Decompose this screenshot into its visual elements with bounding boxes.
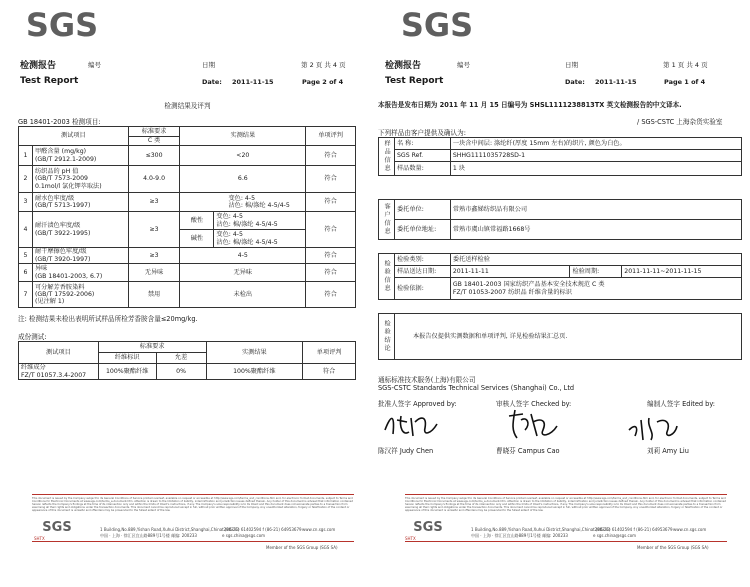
client-info-table xyxy=(378,199,742,240)
table-row xyxy=(19,146,356,166)
table-row xyxy=(19,282,356,308)
row-result-acid: 变色: 4-5 沾色: 棉/涤纶 4-5/4-5 xyxy=(214,212,306,230)
report-page-1 xyxy=(375,0,750,587)
signature-editor xyxy=(625,414,681,442)
row-result: 6.6 xyxy=(180,166,306,193)
row-judgement: 符合 xyxy=(306,282,356,308)
row-item: 耐水色牢度/级 (GB/T 5713-1997) xyxy=(32,193,128,212)
table-row xyxy=(19,264,356,282)
row-judgement: 符合 xyxy=(306,146,356,166)
row-judgement: 符合 xyxy=(306,264,356,282)
sample-qty-label: 样品数量: xyxy=(394,162,450,176)
signature-approver xyxy=(381,410,441,440)
sgs-logo xyxy=(389,6,485,42)
row-judgement: 符合 xyxy=(306,166,356,193)
comp-header-item: 测试项目 xyxy=(19,342,99,364)
footer-member: Member of the SGS Group (SGS SA) xyxy=(637,545,709,550)
row-judgement: 符合 xyxy=(306,248,356,264)
sgs-ref-label: SGS Ref. xyxy=(394,150,450,162)
conclusion-text: 本报告仅提供实测数据和单项评判, 详见检验结果汇总页. xyxy=(394,314,741,360)
header-result: 实测结果 xyxy=(180,127,306,146)
company-name-cn: 通标标准技术服务(上海)有限公司 xyxy=(378,376,476,384)
row-judgement: 符合 xyxy=(306,193,356,212)
composition-table xyxy=(18,341,356,380)
page-number-cn: 第 1 页 共 4 页 xyxy=(663,61,708,69)
editor-name: 刘莉 Amy Liu xyxy=(647,447,689,455)
client-info-side-label: 客户信息 xyxy=(379,200,395,240)
receive-date-label: 样品送达日期: xyxy=(394,266,450,278)
row-standard: 无异味 xyxy=(128,264,180,282)
test-info-side-label: 检验信息 xyxy=(379,254,395,300)
sample-info-table xyxy=(378,137,742,176)
row-item: 异味 (GB 18401-2003, 6.7) xyxy=(32,264,128,282)
sample-name-label: 名 称: xyxy=(394,138,450,150)
table-row xyxy=(19,212,356,230)
comp-subheader-tolerance: 允差 xyxy=(156,353,206,364)
checked-by-label: 审核人签字 Checked by: xyxy=(496,400,572,408)
row-result-alkali: 变色: 4-5 沾色: 棉/涤纶 4-5/4-5 xyxy=(214,230,306,248)
report-title-en: Test Report xyxy=(20,76,79,86)
footer-address-cn: 中国 · 上海 · 徐汇区宜山路889号1号楼 邮编: 200233 xyxy=(471,533,568,538)
footer-tel: t (86-21) 61402594 f (86-21) 64953679 xyxy=(222,527,302,532)
footer-address-en: 1 Building,No.889,Yishan Road,Xuhui District,Shanghai,China 200233 xyxy=(100,527,239,532)
lab-name: / SGS-CSTC 上海杂货实验室 xyxy=(637,118,723,126)
report-title-cn: 检测报告 xyxy=(20,61,57,71)
edited-by-label: 编制人签字 Edited by: xyxy=(647,400,716,408)
table-row xyxy=(19,248,356,264)
report-date: 2011-11-15 xyxy=(595,78,637,86)
table-row xyxy=(19,364,356,380)
company-name-en: SGS-CSTC Standards Technical Services (Shanghai) Co., Ltd xyxy=(378,384,575,392)
footer-bottom-line xyxy=(32,541,354,542)
row-result: 无异味 xyxy=(180,264,306,282)
header-judgement: 单项评判 xyxy=(306,127,356,146)
footer-shtx: SHTX xyxy=(405,536,416,541)
composition-table-header xyxy=(19,342,356,353)
date-label-cn: 日期 xyxy=(565,61,578,69)
comp-header-standard: 标准要求 xyxy=(98,342,206,353)
header-standard-class: C 类 xyxy=(128,137,180,146)
row-result: 4-5 xyxy=(180,248,306,264)
row-no: 6 xyxy=(19,264,33,282)
page-number-en: Page 1 of 4 xyxy=(664,78,706,86)
report-title-cn: 检测报告 xyxy=(385,61,422,71)
report-title-en: Test Report xyxy=(385,76,444,86)
approver-name: 陈汉祥 Judy Chen xyxy=(378,447,434,455)
header-standard: 标准要求 xyxy=(128,127,180,137)
footer-address-cn: 中国 · 上海 · 徐汇区宜山路889号1号楼 邮编: 200233 xyxy=(100,533,197,538)
footer-tel: t (86-21) 61402594 f (86-21) 64953679 xyxy=(593,527,673,532)
row-judgement: 符合 xyxy=(306,212,356,248)
row-item: 耐汗渍色牢度/级 (GB/T 3922-1995) xyxy=(32,212,128,248)
row-standard: 禁用 xyxy=(128,282,180,308)
sgs-logo-text: SGS xyxy=(400,6,474,42)
test-type-value: 委托送样检验 xyxy=(450,254,741,266)
row-sub-acid: 酸性 xyxy=(180,212,214,230)
footer-shtx: SHTX xyxy=(34,536,45,541)
composition-title: 成份测试: xyxy=(18,333,47,341)
row-no: 3 xyxy=(19,193,33,212)
footer-site: www.cn.sgs.com xyxy=(302,527,336,532)
row-standard: 4.0-9.0 xyxy=(128,166,180,193)
comp-header-judgement: 单项评判 xyxy=(303,342,356,364)
row-item: 可分解芳香胺染料 (GB/T 17592-2006) (见注解 1) xyxy=(32,282,128,308)
test-basis-value: GB 18401-2003 国家纺织产品基本安全技术规范 C 类 FZ/T 01053-2007 纺织品 纤维含量的标识 xyxy=(450,278,741,300)
report-no-label: 编号 xyxy=(457,61,470,69)
sgs-ref-value: SHHG1111035728SD-1 xyxy=(450,150,741,162)
client-address-value: 常熟市虞山镇常福路1668号 xyxy=(450,220,741,240)
client-unit-value: 常熟市鑫娣纺织品有限公司 xyxy=(450,200,741,220)
row-standard: ≥3 xyxy=(128,193,180,212)
sgs-logo-text: SGS xyxy=(25,6,99,42)
footer-disclaimer: This document is issued by the Company subject to its General Conditions of Service printed overleaf, available on request or accessible at http://www.sgs.com/terms_and_conditions.htm and, for electronic format documents, subject to Terms and Conditions for Electronic Documents at www.sgs.com/terms_e-document.htm. Attention is drawn to the limitation of liability, indemnification and jurisdiction issues defined therein. Any holder of this document is advised that information contained hereon reflects the Company's findings at the time of its intervention only and within the limits of Client's instructions, if any. The Company's sole responsibility is to its Client and this document does not exonerate parties to a transaction from exercising all their rights and obligations under the transaction documents. This document cannot be reproduced except in full, without prior written approval of the Company. Any unauthorized alteration, forgery or falsification of the content or appearance of this document is unlawful and offenders may be prosecuted to the fullest extent of the law. xyxy=(32,497,354,512)
client-unit-label: 委托单位: xyxy=(394,200,450,220)
section-title: 检测结果及评判 xyxy=(164,102,211,110)
client-address-label: 委托单位地址: xyxy=(394,220,450,240)
table-row xyxy=(19,193,356,212)
page-number-en: Page 2 of 4 xyxy=(302,78,344,86)
results-table xyxy=(18,126,356,308)
row-result: 变色: 4-5 沾色: 棉/涤纶 4-5/4-5 xyxy=(180,193,306,212)
report-date: 2011-11-15 xyxy=(232,78,274,86)
footer-email: e sgs.china@sgs.com xyxy=(222,533,266,538)
row-standard: ≥3 xyxy=(128,248,180,264)
comp-label-value: 100%聚酯纤维 xyxy=(98,364,156,380)
checker-name: 曹晓芬 Campus Cao xyxy=(496,447,560,455)
comp-item: 纤维成分 FZ/T 01057.3.4-2007 xyxy=(19,364,99,380)
comp-header-result: 实测结果 xyxy=(206,342,303,364)
row-standard: ≤300 xyxy=(128,146,180,166)
header-test-item: 测试项目 xyxy=(19,127,129,146)
sample-name-value: 一块含中间层: 涤纶纤(厚度 15mm 左右)的织片, 颜色为白色。 xyxy=(450,138,741,150)
standard-label: GB 18401-2003 检测项目: xyxy=(18,118,101,126)
test-period-value: 2011-11-11~2011-11-15 xyxy=(622,266,742,278)
sample-info-side-label: 样品信息 xyxy=(379,138,395,176)
row-no: 7 xyxy=(19,282,33,308)
test-period-label: 检验周期: xyxy=(570,266,622,278)
date-label-en: Date: xyxy=(202,78,222,86)
sgs-logo xyxy=(14,6,110,42)
sample-qty-value: 1 块 xyxy=(450,162,741,176)
footer-disclaimer: This document is issued by the Company subject to its General Conditions of Service printed overleaf, available on request or accessible at http://www.sgs.com/terms_and_conditions.htm and, for electronic format documents, subject to Terms and Conditions for Electronic Documents at www.sgs.com/terms_e-document.htm. Attention is drawn to the limitation of liability, indemnification and jurisdiction issues defined therein. Any holder of this document is advised that information contained hereon reflects the Company's findings at the time of its intervention only and within the limits of Client's instructions, if any. The Company's sole responsibility is to its Client and this document does not exonerate parties to a transaction from exercising all their rights and obligations under the transaction documents. This document cannot be reproduced except in full, without prior written approval of the Company. Any unauthorized alteration, forgery or falsification of the content or appearance of this document is unlawful and offenders may be prosecuted to the fullest extent of the law. xyxy=(405,497,727,512)
receive-date-value: 2011-11-11 xyxy=(450,266,570,278)
footer-email: e sgs.china@sgs.com xyxy=(593,533,637,538)
page-number-cn: 第 2 页 共 4 页 xyxy=(301,61,346,69)
footer-member: Member of the SGS Group (SGS SA) xyxy=(266,545,338,550)
footer-address-en: 1 Building,No.889,Yishan Road,Xuhui District,Shanghai,China 200233 xyxy=(471,527,610,532)
conclusion-table xyxy=(378,313,742,360)
row-no: 1 xyxy=(19,146,33,166)
comp-result: 100%聚酯纤维 xyxy=(206,364,303,380)
amine-note: 注: 检测结果未检出表明所试样品所检芳香胺含量≤20mg/kg. xyxy=(18,315,198,323)
signature-checker xyxy=(503,408,563,442)
row-sub-alkali: 碱性 xyxy=(180,230,214,248)
row-no: 2 xyxy=(19,166,33,193)
footer-sgs-logo-text: SGS xyxy=(42,520,72,534)
row-result: <20 xyxy=(180,146,306,166)
conclusion-side-label: 检验结论 xyxy=(379,314,395,360)
test-basis-label: 检验依据: xyxy=(394,278,450,300)
test-type-label: 检验类别: xyxy=(394,254,450,266)
results-table-header xyxy=(19,127,356,137)
test-info-table xyxy=(378,253,742,300)
footer-sgs-logo xyxy=(36,518,78,534)
footer-sgs-logo-text: SGS xyxy=(413,520,443,534)
row-result: 未检出 xyxy=(180,282,306,308)
row-standard: ≥3 xyxy=(128,212,180,248)
footer-site: www.cn.sgs.com xyxy=(673,527,707,532)
comp-subheader-label: 纤维标识 xyxy=(98,353,156,364)
footer-top-line xyxy=(405,494,727,495)
table-row xyxy=(19,166,356,193)
row-item: 纺织品的 pH 值 (GB/T 7573-2009 0.1mol/l 氯化钾萃取法) xyxy=(32,166,128,193)
sample-intro: 下列样品由客户提供及确认为: xyxy=(378,129,466,137)
row-no: 5 xyxy=(19,248,33,264)
comp-tolerance-value: 0% xyxy=(156,364,206,380)
footer-sgs-logo xyxy=(407,518,449,534)
date-label-cn: 日期 xyxy=(202,61,215,69)
footer-top-line xyxy=(32,494,354,495)
row-no: 4 xyxy=(19,212,33,248)
row-item: 甲醛含量 (mg/kg) (GB/T 2912.1-2009) xyxy=(32,146,128,166)
footer-bottom-line xyxy=(405,541,727,542)
row-item: 耐干摩擦色牢度/级 (GB/T 3920-1997) xyxy=(32,248,128,264)
comp-judgement: 符合 xyxy=(303,364,356,380)
date-label-en: Date: xyxy=(565,78,585,86)
report-no-label: 编号 xyxy=(88,61,101,69)
translation-notice: 本报告是发布日期为 2011 年 11 月 15 日编号为 SHSL1111238813TX 英文检测报告的中文译本. xyxy=(378,101,682,109)
approved-by-label: 批准人签字 Approved by: xyxy=(378,400,457,408)
